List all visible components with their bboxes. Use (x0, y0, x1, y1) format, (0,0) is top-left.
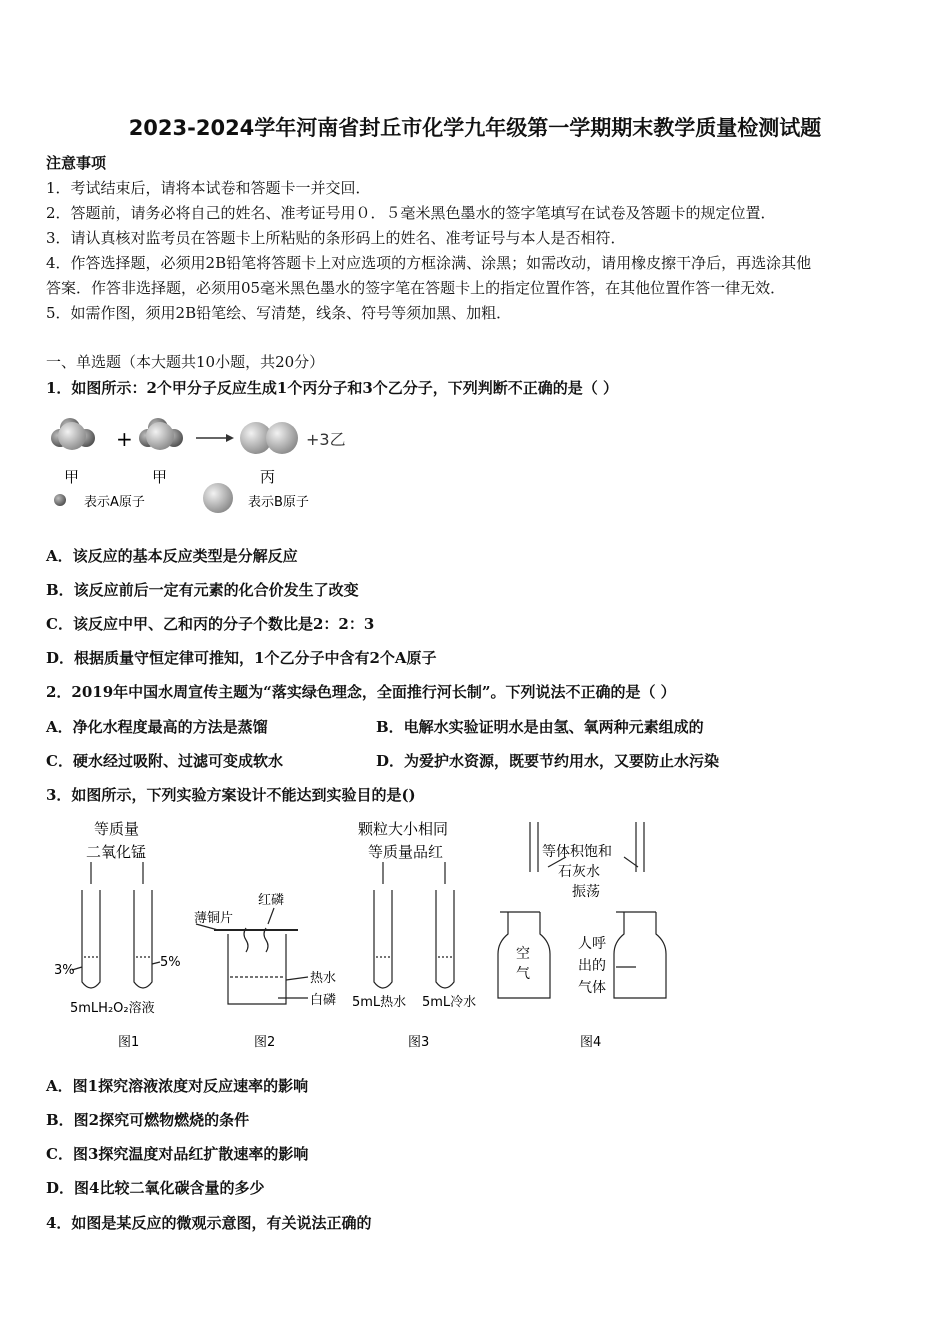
notice-item: 5．如需作图，须用2B铅笔绘、写清楚，线条、符号等须加黑、加粗． (46, 304, 512, 322)
fig2-label: 热水 (310, 971, 337, 986)
option: B．该反应前后一定有元素的化合价发生了改变 (46, 581, 359, 599)
fig3-label: 5mL热水 (352, 995, 407, 1010)
question-2-stem: 2．2019年中国水周宣传主题为“落实绿色理念，全面推行河长制”。下列说法不正确的是（ ） (46, 683, 676, 701)
label-jia: 甲 (64, 468, 80, 486)
fig-caption: 图4 (580, 1035, 602, 1050)
test-tube (436, 890, 454, 988)
fig-caption: 图2 (254, 1035, 276, 1050)
label-bing: 丙 (260, 468, 276, 486)
dropper (636, 822, 644, 872)
fig1-label: 5mLH₂O₂溶液 (70, 1001, 155, 1016)
molecule-jia-2 (139, 418, 183, 450)
option: A．该反应的基本反应类型是分解反应 (46, 547, 298, 565)
legend-a-text: 表示A原子 (84, 495, 145, 510)
legend-b-atom-icon (203, 483, 233, 513)
option: A．净化水程度最高的方法是蒸馏 (46, 718, 268, 736)
fig4-label: 人呼 (578, 936, 606, 952)
notice-item: 2．答题前，请务必将自己的姓名、准考证号用０．５毫米黑色墨水的签字笔填写在试卷及答题卡的规定位置． (46, 204, 776, 222)
fig4-label: 等体积饱和 (542, 844, 612, 860)
option: C．图3探究温度对品红扩散速率的影响 (46, 1145, 309, 1163)
test-tube (82, 890, 100, 988)
fig1-label: 5% (160, 955, 181, 970)
option: D．根据质量守恒定律可推知，1个乙分子中含有2个A原子 (46, 649, 437, 667)
question-4-stem: 4．如图是某反应的微观示意图，有关说法正确的 (46, 1214, 372, 1232)
fig3-label: 5mL冷水 (422, 995, 477, 1010)
notice-heading: 注意事项 (46, 154, 107, 172)
option: D．为爱护水资源，既要节约用水，又要防止水污染 (376, 752, 720, 770)
fig3-label: 等质量品红 (368, 843, 444, 861)
option: C．该反应中甲、乙和丙的分子个数比是2：2：3 (46, 615, 375, 633)
fig-caption: 图1 (118, 1035, 140, 1050)
fig2-label: 薄铜片 (194, 911, 234, 926)
legend-a-atom-icon (54, 494, 66, 506)
fig1-label: 二氧化锰 (86, 843, 147, 861)
test-tube (134, 890, 152, 988)
fig3-label: 颗粒大小相同 (358, 820, 449, 838)
legend-b-text: 表示B原子 (248, 495, 309, 510)
dropper (530, 822, 538, 872)
beaker (228, 934, 286, 1004)
page-title: 2023-2024学年河南省封丘市化学九年级第一学期期末教学质量检测试题 (128, 116, 822, 140)
fig-caption: 图3 (408, 1035, 430, 1050)
fig4-label: 振荡 (572, 884, 600, 900)
fig4-label: 石灰水 (558, 864, 600, 880)
q3-experiment-figure (46, 812, 696, 1062)
fig4-label: 气 (516, 966, 530, 982)
test-tube (374, 890, 392, 988)
section-heading: 一、单选题（本大题共10小题，共20分） (46, 353, 325, 371)
q1-molecule-figure (46, 410, 376, 520)
option: A．图1探究溶液浓度对反应速率的影响 (46, 1077, 309, 1095)
option: B．电解水实验证明水是由氢、氧两种元素组成的 (376, 718, 704, 736)
fig4-label: 气体 (578, 980, 606, 996)
fig2-label: 白磷 (310, 993, 337, 1008)
fig4-label: 空 (516, 946, 530, 962)
fig4-label: 出的 (578, 958, 606, 974)
option: D．图4比较二氧化碳含量的多少 (46, 1179, 265, 1197)
notice-item: 4．作答选择题，必须用2B铅笔将答题卡上对应选项的方框涂满、涂黑；如需改动，请用橡皮擦干净后，再选涂其他 (46, 254, 812, 272)
notice-item: 答案．作答非选择题，必须用05毫米黑色墨水的签字笔在答题卡上的指定位置作答，在其他位置作答一律无效． (46, 279, 786, 297)
breath-bottle (614, 912, 666, 998)
label-jia: 甲 (152, 468, 168, 486)
molecule-jia-1 (51, 418, 95, 450)
option: C．硬水经过吸附、过滤可变成软水 (46, 752, 283, 770)
notice-item: 1．考试结束后，请将本试卷和答题卡一并交回． (46, 179, 371, 197)
molecule-bing (240, 422, 298, 454)
fig1-label: 等质量 (94, 820, 140, 838)
question-3-stem: 3．如图所示，下列实验方案设计不能达到实验目的是() (46, 786, 416, 804)
fig1-label: 3% (54, 963, 75, 978)
plus-sign: + (116, 427, 133, 451)
fig2-label: 红磷 (258, 893, 285, 908)
arrow-head-icon (226, 434, 234, 442)
product-yi-label: +3乙 (306, 430, 346, 449)
question-1-stem: 1．如图所示：2个甲分子反应生成1个丙分子和3个乙分子，下列判断不正确的是（ ） (46, 379, 618, 397)
notice-item: 3．请认真核对监考员在答题卡上所粘贴的条形码上的姓名、准考证号与本人是否相符． (46, 229, 626, 247)
option: B．图2探究可燃物燃烧的条件 (46, 1111, 250, 1129)
